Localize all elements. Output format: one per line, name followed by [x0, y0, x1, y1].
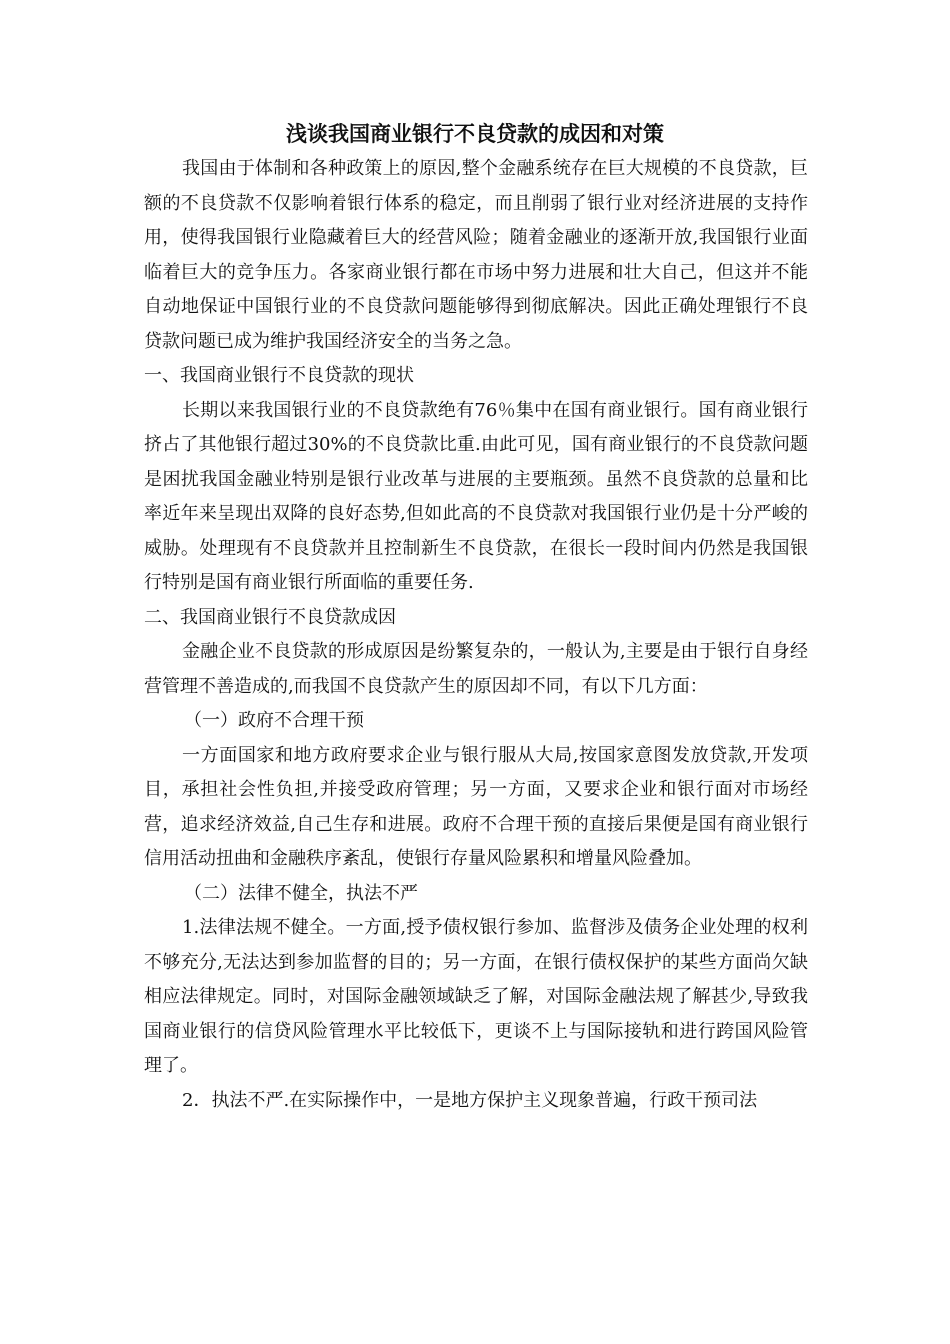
section-heading-1: 一、我国商业银行不良贷款的现状: [144, 365, 414, 386]
paragraph-law-1: 1.法律法规不健全。一方面,授予债权银行参加、监督涉及债务企业处理的权利不够充分,无法达到参加监督的目的；另一方面，在银行债权保护的某些方面尚欠缺相应法律规定。同时，对国际金融领域缺乏了解，对国际金融法规了解甚少,导致我国商业银行的信贷风险管理水平比较低下，更谈不上与国际接轨和进行跨国风险管理了。: [144, 917, 808, 1076]
paragraph-causes: 金融企业不良贷款的形成原因是纷繁复杂的，一般认为,主要是由于银行自身经营管理不善造成的,而我国不良贷款产生的原因却不同，有以下几方面：: [144, 641, 808, 697]
document-body: [144, 152, 808, 1118]
paragraph-intro: 我国由于体制和各种政策上的原因,整个金融系统存在巨大规模的不良贷款，巨额的不良贷款不仅影响着银行体系的稳定，而且削弱了银行业对经济进展的支持作用，使得我国银行业隐藏着巨大的经营风险；随着金融业的逐渐开放,我国银行业面临着巨大的竞争压力。各家商业银行都在市场中努力进展和壮大自己，但这并不能自动地保证中国银行业的不良贷款问题能够得到彻底解决。因此正确处理银行不良贷款问题已成为维护我国经济安全的当务之急。: [144, 158, 808, 352]
paragraph-law-2: 2．执法不严.在实际操作中，一是地方保护主义现象普遍，行政干预司法: [182, 1089, 758, 1111]
subheading-law: （二）法律不健全，执法不严: [184, 882, 418, 904]
section-heading-2: 二、我国商业银行不良贷款成因: [144, 606, 396, 628]
paragraph-government: 一方面国家和地方政府要求企业与银行服从大局,按国家意图发放贷款,开发项目，承担社会性负担,并接受政府管理；另一方面，又要求企业和银行面对市场经营，追求经济效益,自己生存和进展。政府不合理干预的直接后果便是国有商业银行信用活动扭曲和金融秩序紊乱，使银行存量风险累积和增量风险叠加。: [144, 744, 808, 869]
document-title: 浅谈我国商业银行不良贷款的成因和对策: [286, 122, 664, 146]
paragraph-status: 长期以来我国银行业的不良贷款绝有76％集中在国有商业银行。国有商业银行挤占了其他银行超过30%的不良贷款比重.由此可见，国有商业银行的不良贷款问题是困扰我国金融业特别是银行业改革与进展的主要瓶颈。虽然不良贷款的总量和比率近年来呈现出双降的良好态势,但如此高的不良贷款对我国银行业仍是十分严峻的威胁。处理现有不良贷款并且控制新生不良贷款，在很长一段时间内仍然是我国银行特别是国有商业银行所面临的重要任务.: [144, 399, 808, 593]
subheading-government: （一）政府不合理干预: [184, 710, 364, 731]
